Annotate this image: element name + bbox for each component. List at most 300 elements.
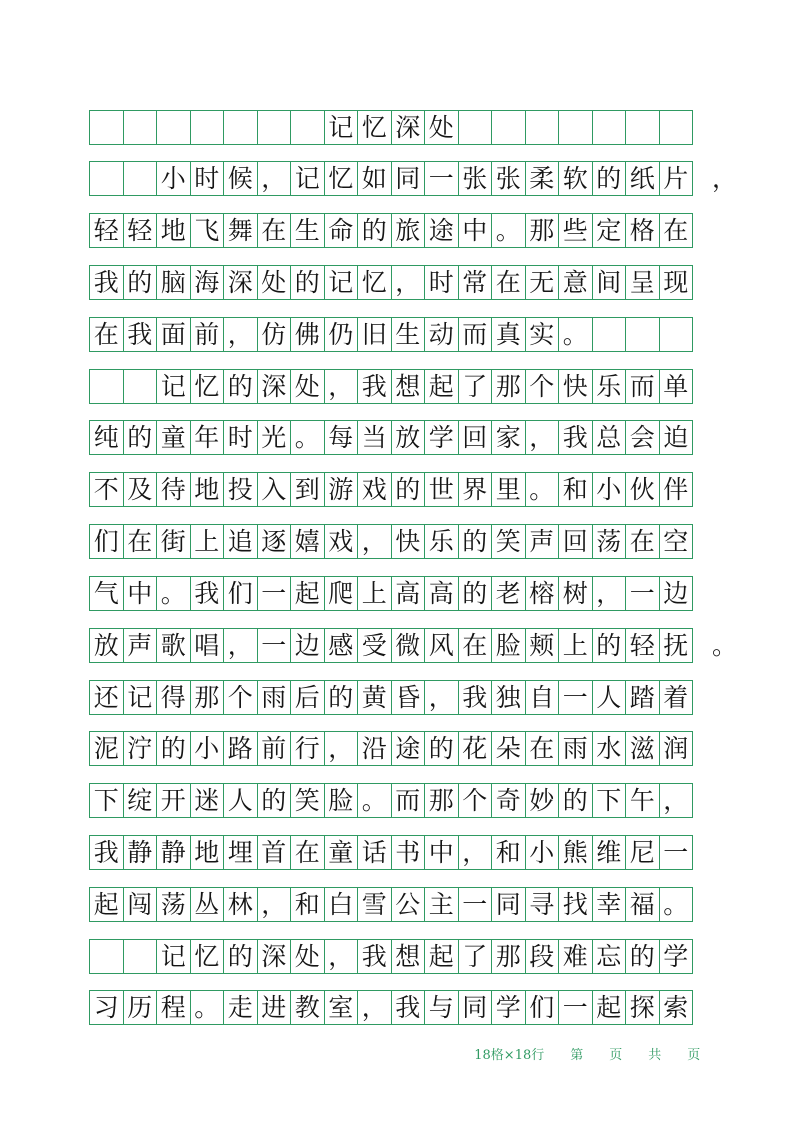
grid-cell: 同 (459, 990, 493, 1025)
grid-cell: 处 (425, 110, 459, 145)
grid-cell: 老 (492, 576, 526, 611)
grid-cell: 小 (191, 731, 225, 766)
grid-cell: 里 (492, 472, 526, 507)
grid-cell: 我 (358, 369, 392, 404)
grid-cell: 空 (660, 524, 694, 559)
text-row (89, 524, 711, 559)
grid-cell: 感 (325, 628, 359, 663)
grid-cell: ， (459, 835, 493, 870)
grid-cell (559, 110, 593, 145)
grid-cell: 闯 (124, 887, 158, 922)
grid-cell: 张 (459, 161, 493, 196)
grid-cell: 抚 (660, 628, 694, 663)
grid-cell: 的 (459, 576, 493, 611)
grid-cell: 歌 (157, 628, 191, 663)
grid-cell: 伙 (626, 472, 660, 507)
grid-cell: 想 (392, 369, 426, 404)
grid-cell: 而 (626, 369, 660, 404)
grid-cell: 同 (392, 161, 426, 196)
grid-cell: 海 (191, 265, 225, 300)
grid-cell: 小 (526, 835, 560, 870)
grid-cell: 乐 (425, 524, 459, 559)
text-row (89, 317, 711, 352)
grid-cell: ， (224, 628, 258, 663)
grid-cell: 维 (593, 835, 627, 870)
grid-cell: 润 (660, 731, 694, 766)
grid-cell: 动 (425, 317, 459, 352)
grid-cell: 那 (425, 783, 459, 818)
grid-cell: 路 (224, 731, 258, 766)
grid-cell: 当 (358, 420, 392, 455)
grid-cell: 片 (660, 161, 694, 196)
grid-cell: 教 (291, 990, 325, 1025)
grid-cell: 迫 (660, 420, 694, 455)
grid-cell: 一 (258, 628, 292, 663)
grid-cell (660, 317, 694, 352)
grid-cell: 时 (425, 265, 459, 300)
grid-cell: 我 (90, 835, 124, 870)
grid-cell: 的 (593, 161, 627, 196)
grid-cell: 水 (593, 731, 627, 766)
grid-cell: 我 (90, 265, 124, 300)
grid-cell: 起 (425, 369, 459, 404)
grid-cell: 小 (157, 161, 191, 196)
grid-cell: ， (224, 317, 258, 352)
grid-cell: 而 (392, 783, 426, 818)
grid-cell: 一 (459, 887, 493, 922)
grid-cell: 面 (157, 317, 191, 352)
grid-cell: 迷 (191, 783, 225, 818)
text-row (89, 990, 711, 1025)
grid-cell: 前 (191, 317, 225, 352)
grid-cell: 的 (392, 472, 426, 507)
grid-cell: 途 (392, 731, 426, 766)
grid-cell: 忆 (325, 161, 359, 196)
grid-cell: 学 (425, 420, 459, 455)
grid-cell: 。 (291, 420, 325, 455)
grid-cell: 间 (593, 265, 627, 300)
grid-cell: 下 (90, 783, 124, 818)
grid-cell: 在 (291, 835, 325, 870)
grid-cell: 。 (358, 783, 392, 818)
grid-cell: 独 (492, 680, 526, 715)
text-row (89, 472, 711, 507)
grid-cell: 那 (492, 369, 526, 404)
grid-cell: 一 (425, 161, 459, 196)
grid-cell: 的 (224, 369, 258, 404)
grid-cell: 纸 (626, 161, 660, 196)
grid-cell: 那 (492, 939, 526, 974)
grid-cell: 每 (325, 420, 359, 455)
grid-cell: 的 (224, 939, 258, 974)
grid-cell: 深 (392, 110, 426, 145)
grid-cell: ， (358, 524, 392, 559)
text-row (89, 680, 711, 715)
grid-cell: 脸 (492, 628, 526, 663)
grid-cell: 的 (258, 783, 292, 818)
grid-cell: 话 (358, 835, 392, 870)
grid-cell: 命 (325, 213, 359, 248)
grid-cell: 熊 (559, 835, 593, 870)
grid-cell: 在 (660, 213, 694, 248)
text-row (89, 161, 711, 196)
grid-cell: 雪 (358, 887, 392, 922)
grid-cell: 绽 (124, 783, 158, 818)
grid-cell: 的 (593, 628, 627, 663)
grid-cell: 程 (157, 990, 191, 1025)
grid-cell: 童 (157, 420, 191, 455)
grid-cell: 轻 (626, 628, 660, 663)
grid-cell: 处 (291, 369, 325, 404)
grid-cell: 放 (90, 628, 124, 663)
grid-cell: 嬉 (291, 524, 325, 559)
grid-cell: 在 (492, 265, 526, 300)
grid-cell: 乐 (593, 369, 627, 404)
grid-cell: 人 (593, 680, 627, 715)
grid-cell: 追 (224, 524, 258, 559)
grid-cell: 福 (626, 887, 660, 922)
grid-cell: 一 (559, 680, 593, 715)
grid-cell: 投 (224, 472, 258, 507)
grid-cell: ， (325, 731, 359, 766)
grid-cell: 的 (124, 265, 158, 300)
grid-cell: 在 (526, 731, 560, 766)
grid-cell: 家 (492, 420, 526, 455)
grid-cell: 深 (258, 939, 292, 974)
grid-cell: 幸 (593, 887, 627, 922)
grid-cell: 微 (392, 628, 426, 663)
grid-cell: 那 (526, 213, 560, 248)
grid-cell: 脑 (157, 265, 191, 300)
grid-cell: 笑 (291, 783, 325, 818)
text-row (89, 835, 711, 870)
grid-cell: 和 (492, 835, 526, 870)
grid-cell: 舞 (224, 213, 258, 248)
grid-cell: 雨 (559, 731, 593, 766)
grid-cell (90, 161, 124, 196)
grid-cell: 主 (425, 887, 459, 922)
grid-cell (492, 110, 526, 145)
grid-cell: 定 (593, 213, 627, 248)
grid-cell: 会 (626, 420, 660, 455)
grid-cell: 唱 (191, 628, 225, 663)
grid-cell: 街 (157, 524, 191, 559)
text-row (89, 628, 711, 663)
grid-cell: 起 (291, 576, 325, 611)
grid-cell: 荡 (157, 887, 191, 922)
grid-cell: 待 (157, 472, 191, 507)
text-row (89, 783, 711, 818)
text-row (89, 887, 711, 922)
grid-cell: 软 (559, 161, 593, 196)
grid-cell: 轻 (124, 213, 158, 248)
grid-cell (459, 110, 493, 145)
grid-cell: 。 (492, 213, 526, 248)
grid-cell: 地 (191, 472, 225, 507)
grid-cell: ， (593, 576, 627, 611)
grid-cell: 无 (526, 265, 560, 300)
grid-cell (526, 110, 560, 145)
grid-cell: 的 (559, 783, 593, 818)
grid-cell: 我 (392, 990, 426, 1025)
grid-cell: 的 (325, 680, 359, 715)
grid-cell: 颊 (526, 628, 560, 663)
grid-cell: 一 (660, 835, 694, 870)
grid-cell: 首 (258, 835, 292, 870)
grid-cell: 和 (559, 472, 593, 507)
grid-cell: 的 (358, 213, 392, 248)
grid-cell: ， (660, 783, 694, 818)
grid-cell: 后 (291, 680, 325, 715)
grid-cell: 埋 (224, 835, 258, 870)
grid-cell: 和 (291, 887, 325, 922)
grid-cell: 戏 (325, 524, 359, 559)
grid-cell (90, 110, 124, 145)
grid-cell: 深 (258, 369, 292, 404)
grid-cell: 尼 (626, 835, 660, 870)
grid-cell: 总 (593, 420, 627, 455)
text-row (89, 265, 711, 300)
grid-cell: 的 (157, 731, 191, 766)
grid-cell: 书 (392, 835, 426, 870)
grid-cell: 入 (258, 472, 292, 507)
grid-cell: 戏 (358, 472, 392, 507)
text-row (89, 731, 711, 766)
grid-cell: 学 (492, 990, 526, 1025)
grid-cell: 朵 (492, 731, 526, 766)
grid-cell: 旧 (358, 317, 392, 352)
grid-cell (660, 110, 694, 145)
overflow-punctuation: 。 (712, 631, 738, 660)
grid-cell: 生 (291, 213, 325, 248)
grid-cell: 我 (559, 420, 593, 455)
grid-cell: 的 (291, 265, 325, 300)
grid-cell: 仍 (325, 317, 359, 352)
grid-cell: 处 (291, 939, 325, 974)
grid-cell: 个 (224, 680, 258, 715)
grid-cell: ， (425, 680, 459, 715)
grid-cell: 。 (157, 576, 191, 611)
grid-cell: 而 (459, 317, 493, 352)
grid-cell (124, 369, 158, 404)
grid-cell: 深 (224, 265, 258, 300)
grid-cell: 。 (559, 317, 593, 352)
grid-cell: 想 (392, 939, 426, 974)
grid-cell: 纯 (90, 420, 124, 455)
grid-cell: 受 (358, 628, 392, 663)
grid-cell: 习 (90, 990, 124, 1025)
grid-cell: 上 (559, 628, 593, 663)
grid-cell: 中 (459, 213, 493, 248)
grid-cell: 历 (124, 990, 158, 1025)
grid-cell: 气 (90, 576, 124, 611)
grid-cell (157, 110, 191, 145)
grid-cell: 的 (124, 420, 158, 455)
grid-cell: 在 (258, 213, 292, 248)
grid-cell: 自 (526, 680, 560, 715)
grid-cell: 放 (392, 420, 426, 455)
grid-cell: 的 (459, 524, 493, 559)
grid-cell: 下 (593, 783, 627, 818)
grid-cell: 寻 (526, 887, 560, 922)
grid-cell: 还 (90, 680, 124, 715)
grid-cell (626, 317, 660, 352)
grid-cell: 静 (124, 835, 158, 870)
grid-cell: 边 (291, 628, 325, 663)
grid-cell: 记 (325, 265, 359, 300)
grid-cell: 高 (392, 576, 426, 611)
grid-cell: 地 (191, 835, 225, 870)
text-row (89, 939, 711, 974)
text-row (89, 420, 711, 455)
grid-cell: 着 (660, 680, 694, 715)
grid-cell: 如 (358, 161, 392, 196)
grid-cell: 记 (325, 110, 359, 145)
grid-cell: 中 (425, 835, 459, 870)
grid-cell: 忆 (191, 369, 225, 404)
grid-cell: 途 (425, 213, 459, 248)
grid-cell: 。 (526, 472, 560, 507)
grid-cell: ， (358, 990, 392, 1025)
grid-cell: 树 (559, 576, 593, 611)
grid-cell: 界 (459, 472, 493, 507)
grid-cell: 沿 (358, 731, 392, 766)
grid-cell: 索 (660, 990, 694, 1025)
grid-cell: 上 (191, 524, 225, 559)
sheet-footer (466, 1029, 700, 1063)
grid-cell: 在 (459, 628, 493, 663)
grid-cell: 。 (660, 887, 694, 922)
grid-cell: 前 (258, 731, 292, 766)
grid-cell (593, 317, 627, 352)
grid-cell: 滋 (626, 731, 660, 766)
grid-cell: 逐 (258, 524, 292, 559)
grid-cell: 不 (90, 472, 124, 507)
grid-cell: 静 (157, 835, 191, 870)
grid-cell: 忆 (358, 110, 392, 145)
grid-cell: 童 (325, 835, 359, 870)
grid-cell: 单 (660, 369, 694, 404)
grid-cell: 。 (191, 990, 225, 1025)
overflow-punctuation: ， (712, 164, 738, 193)
grid-cell: 生 (392, 317, 426, 352)
grid-cell (224, 110, 258, 145)
grid-cell: 实 (526, 317, 560, 352)
grid-cell: 们 (526, 990, 560, 1025)
grid-cell (191, 110, 225, 145)
grid-cell: 世 (425, 472, 459, 507)
grid-cell: 轻 (90, 213, 124, 248)
grid-cell: 泥 (90, 731, 124, 766)
grid-cell: 处 (258, 265, 292, 300)
text-row (89, 213, 711, 248)
grid-cell: 时 (224, 420, 258, 455)
grid-cell: 一 (559, 990, 593, 1025)
grid-cell: 伴 (660, 472, 694, 507)
grid-cell (124, 110, 158, 145)
grid-cell: 飞 (191, 213, 225, 248)
grid-cell: ， (258, 161, 292, 196)
grid-cell: 那 (191, 680, 225, 715)
grid-cell: 个 (459, 783, 493, 818)
grid-cell: 林 (224, 887, 258, 922)
grid-cell: ， (526, 420, 560, 455)
grid-cell (626, 110, 660, 145)
grid-cell: 旅 (392, 213, 426, 248)
grid-cell: 开 (157, 783, 191, 818)
grid-cell: 起 (90, 887, 124, 922)
grid-cell: 声 (526, 524, 560, 559)
grid-cell: 黄 (358, 680, 392, 715)
grid-cell: ， (258, 887, 292, 922)
grid-cell (124, 939, 158, 974)
grid-cell: 探 (626, 990, 660, 1025)
grid-cell: 妙 (526, 783, 560, 818)
grid-cell: 常 (459, 265, 493, 300)
grid-cell (90, 939, 124, 974)
title-row (89, 110, 711, 145)
grid-cell (593, 110, 627, 145)
grid-cell: 光 (258, 420, 292, 455)
grid-cell: 意 (559, 265, 593, 300)
grid-cell: 了 (459, 369, 493, 404)
grid-cell: 一 (258, 576, 292, 611)
grid-cell: 了 (459, 939, 493, 974)
grid-cell: 脸 (325, 783, 359, 818)
grid-cell: 我 (191, 576, 225, 611)
grid-cell: 花 (459, 731, 493, 766)
grid-cell: 候 (224, 161, 258, 196)
grid-cell: 的 (425, 731, 459, 766)
grid-cell: 风 (425, 628, 459, 663)
grid-cell: 回 (559, 524, 593, 559)
grid-cell: 记 (291, 161, 325, 196)
grid-cell: 仿 (258, 317, 292, 352)
grid-cell: 时 (191, 161, 225, 196)
grid-cell: 难 (559, 939, 593, 974)
grid-cell (124, 161, 158, 196)
text-row (89, 369, 711, 404)
grid-cell: 我 (358, 939, 392, 974)
grid-cell: 个 (526, 369, 560, 404)
grid-cell: 丛 (191, 887, 225, 922)
grid-cell: 学 (660, 939, 694, 974)
grid-cell: 呈 (626, 265, 660, 300)
grid-cell: 们 (90, 524, 124, 559)
grid-cell: 走 (224, 990, 258, 1025)
grid-cell: 得 (157, 680, 191, 715)
grid-cell (90, 369, 124, 404)
grid-cell: 格 (626, 213, 660, 248)
grid-cell: 笑 (492, 524, 526, 559)
grid-cell: 找 (559, 887, 593, 922)
grid-cell: 游 (325, 472, 359, 507)
grid-cell: 们 (224, 576, 258, 611)
grid-cell: 及 (124, 472, 158, 507)
grid-cell: 声 (124, 628, 158, 663)
grid-cell: 记 (157, 369, 191, 404)
grid-cell: 张 (492, 161, 526, 196)
grid-cell: 榕 (526, 576, 560, 611)
grid-cell: 进 (258, 990, 292, 1025)
grid-cell: 上 (358, 576, 392, 611)
grid-cell: 昏 (392, 680, 426, 715)
grid-cell: 忆 (358, 265, 392, 300)
grid-cell: 泞 (124, 731, 158, 766)
grid-cell: 起 (593, 990, 627, 1025)
grid-cell: 快 (559, 369, 593, 404)
grid-cell: 的 (626, 939, 660, 974)
